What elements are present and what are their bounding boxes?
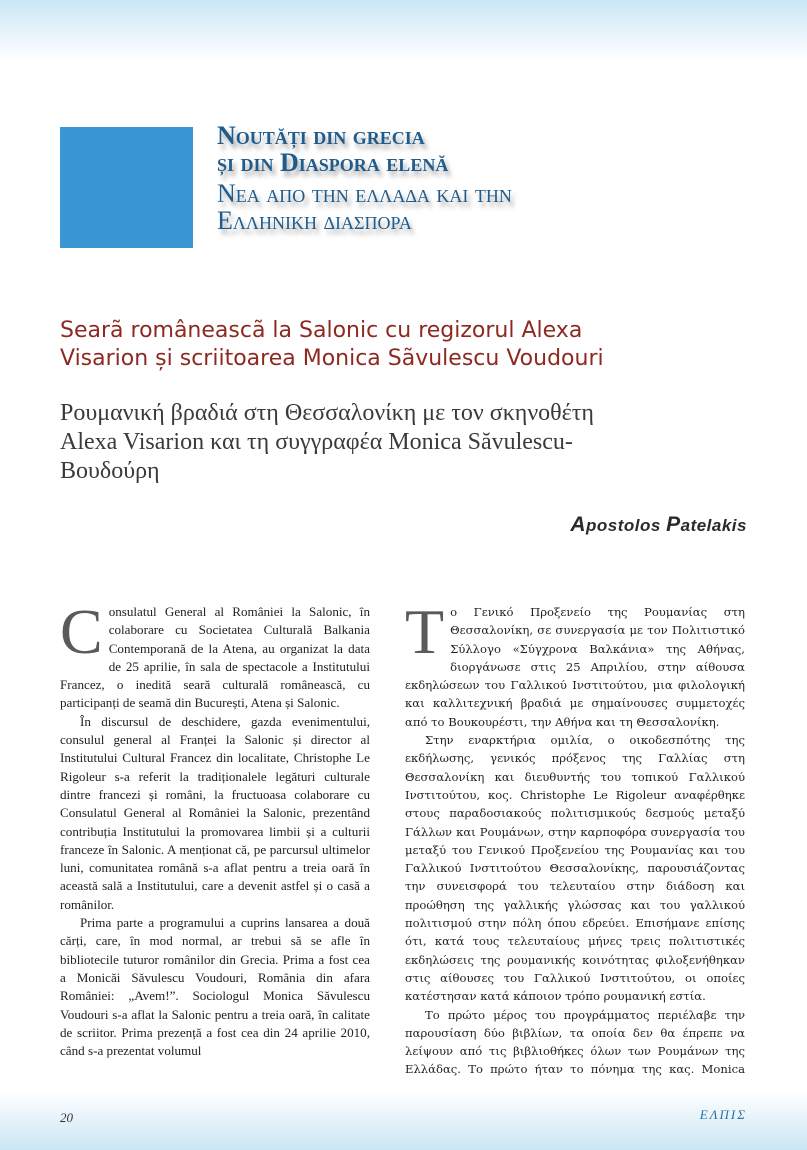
journal-name: ΕΛΠΙΣ bbox=[699, 1107, 747, 1122]
article-author bbox=[570, 513, 747, 537]
section-accent-square bbox=[60, 127, 193, 248]
page-number: 20 bbox=[60, 1110, 73, 1125]
bottom-gradient-band bbox=[0, 1092, 807, 1150]
left-dropcap: C bbox=[60, 603, 103, 667]
article-title-gr-line2: Alexa Visarion και τη συγγραφέα Monica Săvulescu- bbox=[60, 429, 573, 455]
article-title-greek bbox=[60, 399, 760, 486]
author-first-rest: postolos bbox=[586, 516, 661, 535]
section-heading-ro-line2: și din Diaspora elenă bbox=[217, 148, 449, 177]
right-dropcap: Τ bbox=[405, 603, 445, 667]
left-paragraph-2: În discursul de deschidere, gazda evenimentului, consulul general al Franței la Salonic și director al Institutului Cultural Francez din localitate, Christophe Le Rigoleur s-a referit la tradiționalele legături culturale dintre francezi și români, la fructuoasa colaborare cu Consulatul General al României la Salonic, prezentând contribuția Institutului la promovarea limbii și a culturii franceze în Salonic. A menționat că, pe parcursul ultimelor luni, comunitatea română s-a aflat pentru a treia oară în această sală a Institutului, care a devenit astfel și o casă a românilor. bbox=[60, 713, 370, 912]
article-title-gr-line3: Βουδούρη bbox=[60, 458, 160, 484]
section-heading-gr-line1: Νεα απο την ελλαδα και την bbox=[217, 179, 512, 208]
section-heading-greek bbox=[217, 180, 637, 234]
left-column-romanian bbox=[60, 603, 370, 1081]
right-column-greek bbox=[405, 603, 745, 1081]
right-paragraph-2: Στην εναρκτήρια ομιλία, ο οικοδεσπότης της εκδήλωσης, γενικός πρόξενος της Γαλλίας στη Θεσσαλονίκη και διευθυντής του τοπικού Γαλλικού Ινστιτούτου, κος. Christophe Le Rigoleur αναφέρθηκε στους παραδοσιακούς πολιτισμικούς δεσμούς μεταξύ Γάλλων και Ρουμάνων, στην καρποφόρα συνεργασία του μεταξύ του Γενικού Προξενείου της Ρουμανίας και του Γαλλικού Ινστιτούτου Θεσσαλονίκης, παρουσιάζοντας την συνεισφορά του τελευταίου στην διάδοση και προώθηση της γαλλικής γλώσσας και του γαλλικού πολιτισμού στην πόλη όπου εδρεύει. Επισήμανε επίσης ότι, κατά τους τελευταίους μήνες τρεις πολιτιστικές εκδηλώσεις της ρουμανικής κοινότητας φιλοξενήθηκαν στις αίθουσες του Γαλλικού Ινστιτούτου, οι οποίες κατέστησαν κατά κάποιον τρόπο ρουμανική εστία. bbox=[405, 733, 745, 1004]
author-last-rest: atelakis bbox=[680, 516, 747, 535]
left-paragraph-1 bbox=[60, 603, 370, 713]
section-heading-ro-line1: Noutăți din grecia bbox=[217, 121, 425, 150]
section-heading-gr-line2: Ελληνικη διασπορα bbox=[217, 206, 412, 235]
right-paragraph-1-text: ο Γενικό Προξενείο της Ρουμανίας στη Θεσσαλονίκη, σε συνεργασία με τον Πολιτιστικό Σύλλογο «Σύγχρονα Βαλκάνια» της Αθήνας, διοργάνωσε στις 25 Απριλίου, στην αίθουσα εκδηλώσεων του Γαλλικού Ινστιτούτου, μια φιλολογική και καλλιτεχνική βραδιά με σημαίνουσες συμμετοχές από το Βουκουρέστι, την Αθήνα και τη Θεσσαλονίκη. bbox=[405, 605, 745, 729]
article-title-gr-line1: Ρουμανική βραδιά στη Θεσσαλονίκη με τον σκηνοθέτη bbox=[60, 400, 594, 426]
author-first-initial: A bbox=[570, 513, 587, 536]
article-title-ro-line1: Searã româneascã la Salonic cu regizorul Alexa bbox=[60, 318, 583, 343]
right-paragraph-3: Το πρώτο μέρος του προγράμματος περιέλαβε την παρουσίαση δύο βιβλίων, τα οποία δεν θα έπρεπε να λείψουν από τις βιβλιοθήκες όλων των Ρουμάνων της Ελλάδας. Το πρώτο ήταν το πόνημα της κας. Monica bbox=[405, 1007, 745, 1077]
left-paragraph-3: Prima parte a programului a cuprins lansarea a două cărți, care, în mod normal, ar trebui să se afle în bibliotecile tuturor românilor din Grecia. Prima a fost cea a Monicăi Săvulescu Voudouri, România din afara României: „Avem!”. Sociologul Monica Săvulescu Voudouri s-a aflat la Salonic pentru a treia oară, în calitate de scriitor. Prima prezență a fost cea din 24 aprilie 2010, când s-a prezentat volumul bbox=[60, 915, 370, 1059]
left-paragraph-1-text: onsulatul General al României la Salonic, în colaborare cu Societatea Culturală Balkania Contemporană de la Atena, au organizat la data de 25 aprilie, în sala de spectacole a Institutului Francez, o inedită seară culturală românească, cu participanți de seamă din București, Atena și Salonic. bbox=[60, 604, 370, 711]
top-gradient-band bbox=[0, 0, 807, 62]
article-title-romanian bbox=[60, 317, 760, 373]
article-title-ro-line2: Visarion și scriitoarea Monica Sãvulescu Voudouri bbox=[60, 346, 604, 371]
author-last-initial: P bbox=[666, 513, 681, 536]
section-heading-romanian bbox=[217, 122, 637, 176]
right-paragraph-1 bbox=[405, 603, 745, 731]
section-heading bbox=[217, 122, 637, 234]
